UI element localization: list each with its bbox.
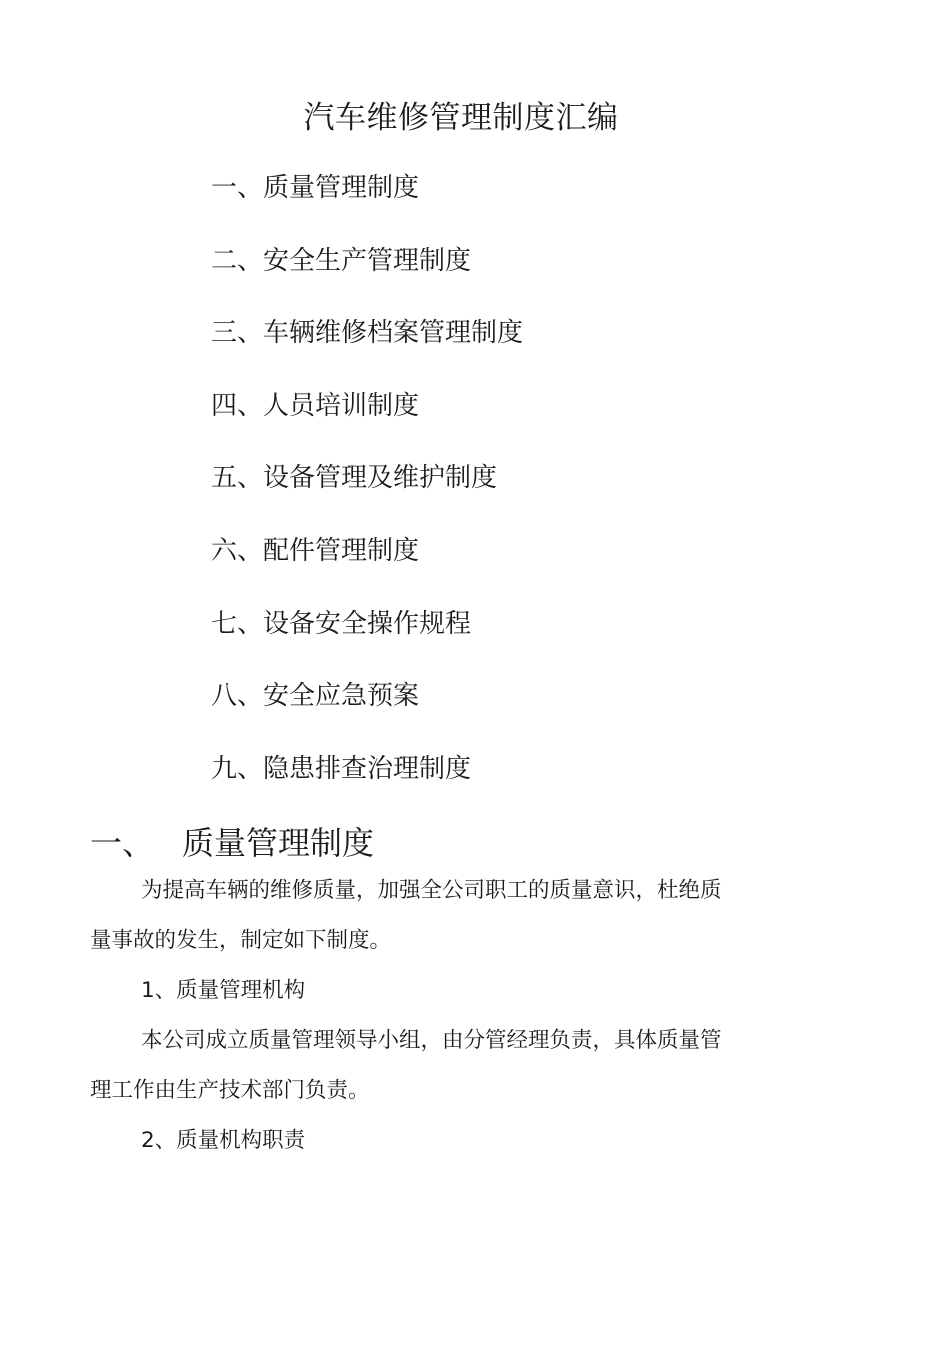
toc-item-emergency-plan: 八、安全应急预案 (211, 681, 420, 712)
toc-item-parts-management: 六、配件管理制度 (211, 535, 420, 566)
toc-item-hazard-inspection: 九、隐患排查治理制度 (211, 753, 472, 784)
subsection-heading: 1、质量管理机构 (141, 978, 306, 1003)
subsection-paragraph-line: 本公司成立质量管理领导小组，由分管经理负责，具体质量管 (141, 1028, 722, 1053)
intro-paragraph-line: 量事故的发生，制定如下制度。 (90, 928, 392, 953)
intro-paragraph-line: 为提高车辆的维修质量，加强全公司职工的质量意识，杜绝质 (141, 878, 722, 903)
toc-item-equipment-operation: 七、设备安全操作规程 (211, 608, 472, 639)
section-number: 一、 (90, 824, 155, 862)
section-heading (90, 820, 374, 866)
toc-item-repair-records: 三、车辆维修档案管理制度 (211, 318, 524, 349)
document-title: 汽车维修管理制度汇编 (303, 100, 619, 136)
toc-item-safety-production: 二、安全生产管理制度 (211, 245, 472, 276)
section-body (90, 866, 770, 1166)
table-of-contents (211, 168, 523, 821)
subsection-heading: 2、质量机构职责 (141, 1128, 306, 1153)
toc-item-equipment-maintenance: 五、设备管理及维护制度 (211, 463, 498, 494)
toc-item-quality: 一、质量管理制度 (211, 173, 420, 203)
section-title: 质量管理制度 (182, 824, 375, 862)
toc-item-staff-training: 四、人员培训制度 (211, 390, 420, 421)
subsection-paragraph-line: 理工作由生产技术部门负责。 (90, 1078, 370, 1103)
